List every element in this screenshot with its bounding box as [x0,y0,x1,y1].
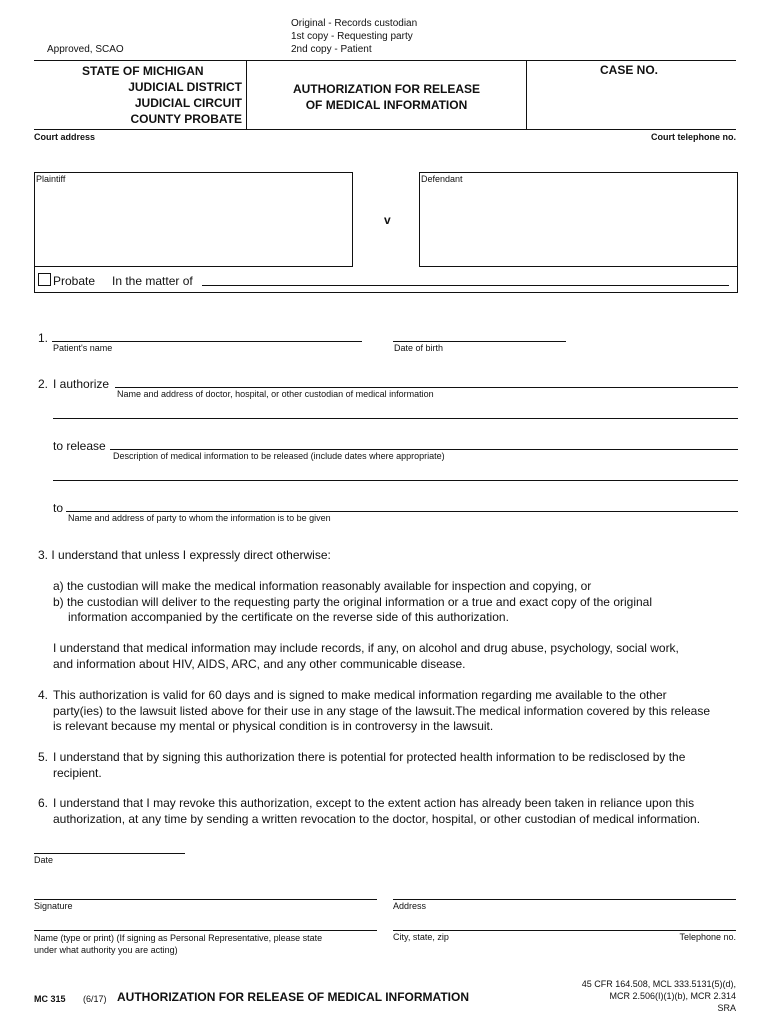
section-6 [53,796,753,827]
address-caption: Address [393,901,427,911]
section-5-number: 5. [38,750,49,764]
section-3-options [53,579,743,626]
section-3-note-line-1: I understand that medical information may include records, if any, on alcohol and drug abuse, psychology, social work, [53,641,679,655]
copy-original: Original - Records custodian [291,18,418,29]
city-state-zip-caption: City, state, zip [393,932,449,942]
section-3a: a) the custodian will make the medical information reasonably available for inspection and copying, or [53,579,592,593]
description-field-line-2[interactable] [53,480,738,481]
judicial-circuit: JUDICIAL CIRCUIT [134,96,242,110]
copy-distribution [291,17,417,56]
section-4-number: 4. [38,688,49,702]
patient-name-field[interactable] [52,341,362,342]
city-state-zip-field[interactable] [393,930,736,931]
section-4-line-2: party(ies) to the lawsuit listed above for their use in any stage of the lawsuit.The medical information covered by this release [53,703,710,718]
plaintiff-label: Plaintiff [36,174,66,184]
section-3-note-line-2: and information about HIV, AIDS, ARC, and any other communicable disease. [53,656,466,671]
description-caption: Description of medical information to be released (include dates where appropriate) [113,451,445,461]
state-of-michigan: STATE OF MICHIGAN [82,64,204,78]
signature-field[interactable] [34,899,377,900]
section-4 [53,688,753,735]
section-3b-line-2: information accompanied by the certificate on the reverse side of this authorization. [68,610,509,624]
plaintiff-box[interactable] [34,172,353,267]
section-3 [38,548,738,564]
form-revision: (6/17) [83,994,107,1004]
section-3-text: I understand that unless I expressly direct otherwise: [51,548,331,562]
description-field[interactable] [110,449,738,450]
defendant-label: Defendant [421,174,463,184]
printed-name-caption-1: Name (type or print) (If signing as Personal Representative, please state [34,933,323,943]
copy-second: 2nd copy - Patient [291,44,372,55]
probate-label: Probate [53,274,96,288]
court-names [34,63,242,127]
signature-caption: Signature [34,901,73,911]
section-5-line-1: I understand that by signing this authorization there is potential for protected health information to be redisclosed by the [53,750,686,764]
form-title [247,81,526,113]
in-matter-of-field[interactable] [202,285,729,286]
county-probate: COUNTY PROBATE [130,112,242,126]
item-2-number: 2. [38,377,49,391]
section-6-line-2: authorization, at any time by sending a written revocation to the doctor, hospital, or other custodian of medical information. [53,811,701,826]
defendant-box[interactable] [419,172,738,267]
section-5-line-2: recipient. [53,765,102,780]
section-6-number: 6. [38,796,49,810]
dob-caption: Date of birth [394,343,444,353]
i-authorize-label: I authorize [53,377,110,391]
section-3b-line-1: b) the custodian will deliver to the requesting party the original information or a true and exact copy of the original [53,594,653,609]
form-title-line-1: AUTHORIZATION FOR RELEASE [292,82,481,96]
court-address-label: Court address [34,132,96,142]
section-3-number: 3. [38,548,49,562]
citation-line-2: MCR 2.506(I)(1)(b), MCR 2.314 [609,991,736,1001]
footer-title: AUTHORIZATION FOR RELEASE OF MEDICAL INFORMATION [117,990,469,1004]
custodian-caption: Name and address of doctor, hospital, or other custodian of medical information [117,389,434,399]
citation-line-1: 45 CFR 164.508, MCL 333.5131(5)(d), [581,979,736,989]
custodian-field-line-2[interactable] [53,418,738,419]
court-telephone-label: Court telephone no. [651,132,736,142]
recipient-caption: Name and address of party to whom the information is to be given [68,513,331,523]
custodian-field[interactable] [115,387,738,388]
form-title-line-2: OF MEDICAL INFORMATION [305,98,468,112]
caption-divider-right [526,61,527,130]
probate-checkbox[interactable] [38,273,51,286]
caption-top-rule [34,60,736,61]
printed-name-caption [34,932,322,956]
telephone-caption: Telephone no. [679,932,736,942]
section-5 [53,750,753,781]
to-release-label: to release [53,439,106,453]
date-field[interactable] [34,853,185,854]
section-3-note [53,641,743,672]
legal-citations [520,978,736,1014]
section-4-line-3: is relevant because my mental or physical condition is in controversy in the lawsuit. [53,719,494,733]
recipient-field[interactable] [66,511,738,512]
section-6-line-1: I understand that I may revoke this authorization, except to the extent action has already been taken in reliance upon this [53,796,695,810]
dob-field[interactable] [393,341,566,342]
item-1-number: 1. [38,331,49,345]
caption-bottom-rule [34,129,736,130]
citation-line-3: SRA [717,1003,736,1013]
in-matter-of-label: In the matter of [112,274,193,288]
copy-first: 1st copy - Requesting party [291,31,413,42]
case-no-label: CASE NO. [600,63,659,77]
date-caption: Date [34,855,54,865]
printed-name-caption-2: under what authority you are acting) [34,945,178,955]
approved-scao: Approved, SCAO [47,44,124,55]
judicial-district: JUDICIAL DISTRICT [128,80,242,94]
patient-name-caption: Patient's name [53,343,113,353]
versus-label: v [384,213,391,227]
printed-name-field[interactable] [34,930,377,931]
form-number: MC 315 [34,994,66,1004]
to-label: to [53,501,64,515]
address-field[interactable] [393,899,736,900]
section-4-line-1: This authorization is valid for 60 days and is signed to make medical information regarding me available to the other [53,688,667,702]
